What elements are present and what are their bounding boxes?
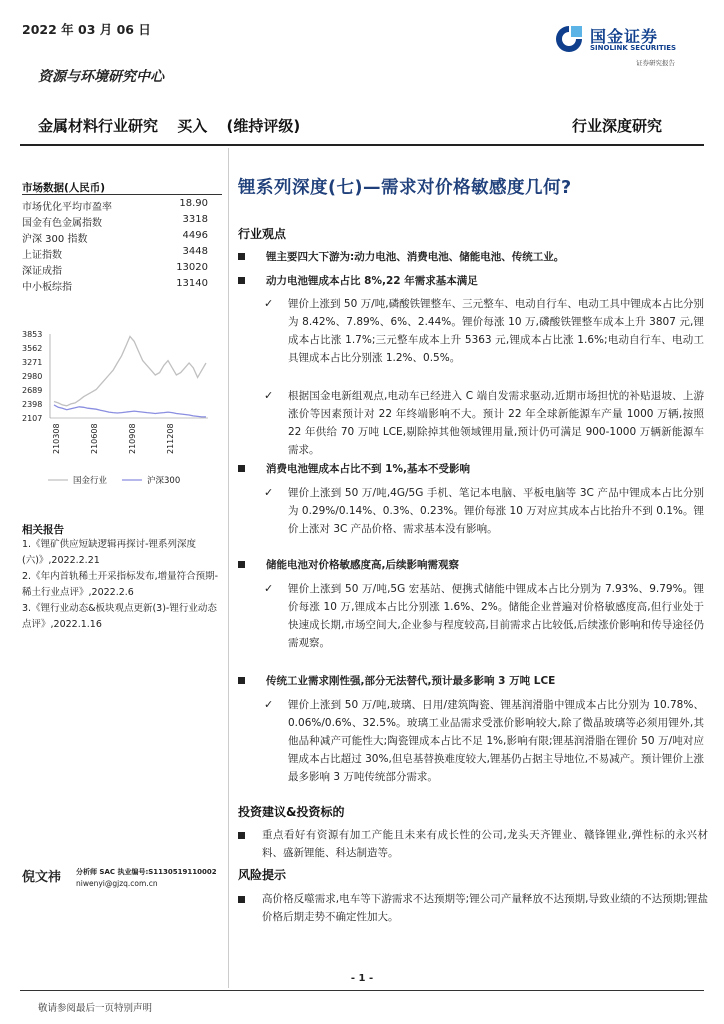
company-logo: [554, 22, 694, 68]
market-value: 3318: [182, 214, 208, 225]
rating-note: (维持评级): [226, 117, 301, 135]
risk-point: [238, 890, 708, 926]
market-row: [22, 198, 208, 214]
bullet-icon: [238, 253, 245, 260]
check-icon: ✓: [264, 582, 274, 595]
check-point: [264, 484, 704, 538]
y-tick-label: 2980: [22, 372, 43, 381]
market-label: 上证指数: [22, 250, 62, 261]
check-icon: ✓: [264, 698, 274, 711]
bullet-icon: [238, 277, 245, 284]
legend-label: 沪深300: [147, 476, 181, 486]
logo-sub: 证券研究报告: [636, 59, 675, 67]
bullet-icon: [238, 465, 245, 472]
x-tick-label: 211208: [166, 423, 175, 454]
bullet-text: 动力电池锂成本占比 8%,22 年需求基本满足: [266, 275, 478, 287]
series-line-industry: [54, 337, 206, 406]
x-tick-label: 210908: [128, 423, 137, 454]
market-data-title: 市场数据(人民币): [22, 182, 106, 194]
view-heading: 行业观点: [238, 227, 287, 241]
bullet-text: 储能电池对价格敏感度高,后续影响需观察: [266, 559, 459, 571]
y-tick-label: 3853: [22, 330, 43, 339]
check-text: 锂价上涨到 50 万/吨,4G/5G 手机、笔记本电脑、平板电脑等 3C 产品中锂成本占比分别为 0.29%/0.14%、0.3%、0.23%。锂价每涨 10 万对应其成本占比抬升不到 0.1%。锂价上涨对 3C 产品价格、需求基本没有影响。: [288, 487, 704, 535]
author-name: 倪文祎: [22, 870, 62, 885]
author-email[interactable]: niwenyi@gjzq.com.cn: [76, 879, 158, 888]
check-icon: ✓: [264, 389, 274, 402]
page-number: - 1 -: [350, 973, 374, 984]
bullet-text: 传统工业需求刚性强,部分无法替代,预计最多影响 3 万吨 LCE: [266, 675, 556, 687]
logo-en: SINOLINK SECURITIES: [590, 44, 677, 52]
market-label: 市场优化平均市盈率: [22, 202, 112, 213]
logo-cn: 国金证券: [590, 27, 659, 46]
bullet-point: [238, 272, 708, 290]
market-label: 沪深 300 指数: [22, 234, 88, 245]
market-value: 18.90: [179, 198, 208, 209]
bullet-point: [238, 672, 708, 690]
bullet-point: [238, 460, 708, 478]
x-tick-label: 210308: [52, 423, 61, 454]
y-tick-label: 3271: [22, 358, 43, 367]
header-divider: [20, 144, 704, 146]
industry-label: 金属材料行业研究: [38, 117, 159, 135]
index-line-chart: [18, 322, 218, 502]
bullet-text: 消费电池锂成本占比不到 1%,基本不受影响: [266, 463, 470, 475]
market-row: [22, 278, 208, 294]
check-icon: ✓: [264, 297, 274, 310]
risk-heading: 风险提示: [238, 868, 287, 882]
check-text: 锂价上涨到 50 万/吨,磷酸铁锂整车、三元整车、电动自行车、电动工具中锂成本占比分别为 8.42%、7.89%、6%、2.44%。锂价每涨 10 万,磷酸铁锂整车成本上升 3807 元,锂成本占比涨 1.7%;三元整车成本上升 5363 元,锂成本占比涨 1.6%;电动自行车、电动工具锂成本占比分别涨 1.2%、0.5%。: [288, 298, 704, 364]
report-date: 2022 年 03 月 06 日: [22, 22, 151, 37]
related-report-item[interactable]: 2.《年内首轨稀土开采指标发布,增量符合预期-稀土行业点评》,2022.2.6: [22, 571, 219, 598]
market-label: 中小板综指: [22, 282, 72, 293]
series-line-hs300: [54, 405, 206, 417]
market-value: 13140: [176, 278, 208, 289]
footer-divider: [20, 990, 704, 991]
y-tick-label: 2398: [22, 400, 43, 409]
market-row: [22, 262, 208, 278]
market-row: [22, 230, 208, 246]
market-value: 13020: [176, 262, 208, 273]
market-divider: [22, 194, 222, 195]
check-point: [264, 387, 704, 459]
invest-text: 重点看好有资源有加工产能且未来有成长性的公司,龙头天齐锂业、赣锋锂业,弹性标的永兴材料、盛新锂能、科达制造等。: [262, 829, 708, 859]
bullet-point: [238, 556, 708, 574]
invest-heading: 投资建议&投资标的: [238, 805, 345, 819]
related-report-item[interactable]: 1.《锂矿供应短缺逻辑再探讨-锂系列深度(六)》,2022.2.21: [22, 539, 196, 566]
bullet-icon: [238, 896, 245, 903]
check-text: 根据国金电新组观点,电动车已经进入 C 端自发需求驱动,近期市场担忧的补贴退坡、上游涨价等因素预计对 22 年终端影响不大。预计 22 年全球新能源车产量 1000 万辆,按照 22 年供给 70 万吨 LCE,剔除掉其他领域锂用量,预计仍可满足 900-1000 万辆新能源车需求。: [288, 390, 704, 456]
related-reports-title: 相关报告: [22, 524, 64, 536]
market-value: 3448: [182, 246, 208, 257]
industry-rating: [38, 115, 314, 136]
check-text: 锂价上涨到 50 万/吨,玻璃、日用/建筑陶瓷、锂基润滑脂中锂成本占比分别为 10.78%、0.06%/0.6%、32.5%。玻璃工业品需求受涨价影响较大,除了微晶玻璃等必须用锂外,其他品种减产可能性大;陶瓷锂成本占比不足 1%,影响有限;锂基润滑脂在锂价 50 万/吨对应锂成本占比超过 30%,但皂基替换难度较大,锂基仍占据主导地位,不易减产。预计锂价上涨最多影响 3 万吨传统部分需求。: [288, 699, 704, 783]
legend-label: 国金行业: [73, 476, 108, 486]
bullet-text: 锂主要四大下游为:动力电池、消费电池、储能电池、传统工业。: [266, 251, 565, 263]
market-row: [22, 214, 208, 230]
column-divider: [228, 148, 229, 988]
check-point: [264, 580, 704, 652]
risk-text: 高价格反噬需求,电车等下游需求不达预期等;锂公司产量释放不达预期,导致业绩的不达预期;锂盐价格后期走势不确定性加大。: [262, 893, 708, 923]
x-tick-label: 210608: [90, 423, 99, 454]
rating-label: 买入: [177, 117, 208, 135]
y-tick-label: 2689: [22, 386, 43, 395]
related-report-item[interactable]: 3.《锂行业动态&板块观点更新(3)-锂行业动态点评》,2022.1.16: [22, 603, 217, 630]
bullet-icon: [238, 561, 245, 568]
bullet-icon: [238, 677, 245, 684]
logo-icon: [554, 24, 584, 54]
author-license: 分析师 SAC 执业编号:S1130519110002: [76, 868, 217, 876]
disclaimer: 敬请参阅最后一页特别声明: [38, 1003, 153, 1014]
y-tick-label: 2107: [22, 414, 43, 423]
report-type: 行业深度研究: [572, 117, 663, 135]
bullet-icon: [238, 832, 245, 839]
check-point: [264, 696, 704, 786]
invest-point: [238, 826, 708, 862]
market-value: 4496: [182, 230, 208, 241]
market-label: 国金有色金属指数: [22, 218, 102, 229]
bullet-point: [238, 248, 708, 266]
market-row: [22, 246, 208, 262]
research-center: 资源与环境研究中心: [38, 69, 164, 85]
market-label: 深证成指: [22, 266, 62, 277]
report-title: 锂系列深度(七)—需求对价格敏感度几何?: [238, 178, 572, 198]
y-tick-label: 3562: [22, 344, 43, 353]
check-point: [264, 295, 704, 367]
check-icon: ✓: [264, 486, 274, 499]
check-text: 锂价上涨到 50 万/吨,5G 宏基站、便携式储能中锂成本占比分别为 7.93%、9.79%。锂价每涨 10 万,锂成本占比分别涨 1.6%、2%。储能企业普遍对价格敏感度高,但行业处于快速成长期,市场空间大,企业参与程度较高,目前需求占比较低,后续涨价影响和传导途径仍需观察。: [288, 583, 704, 649]
